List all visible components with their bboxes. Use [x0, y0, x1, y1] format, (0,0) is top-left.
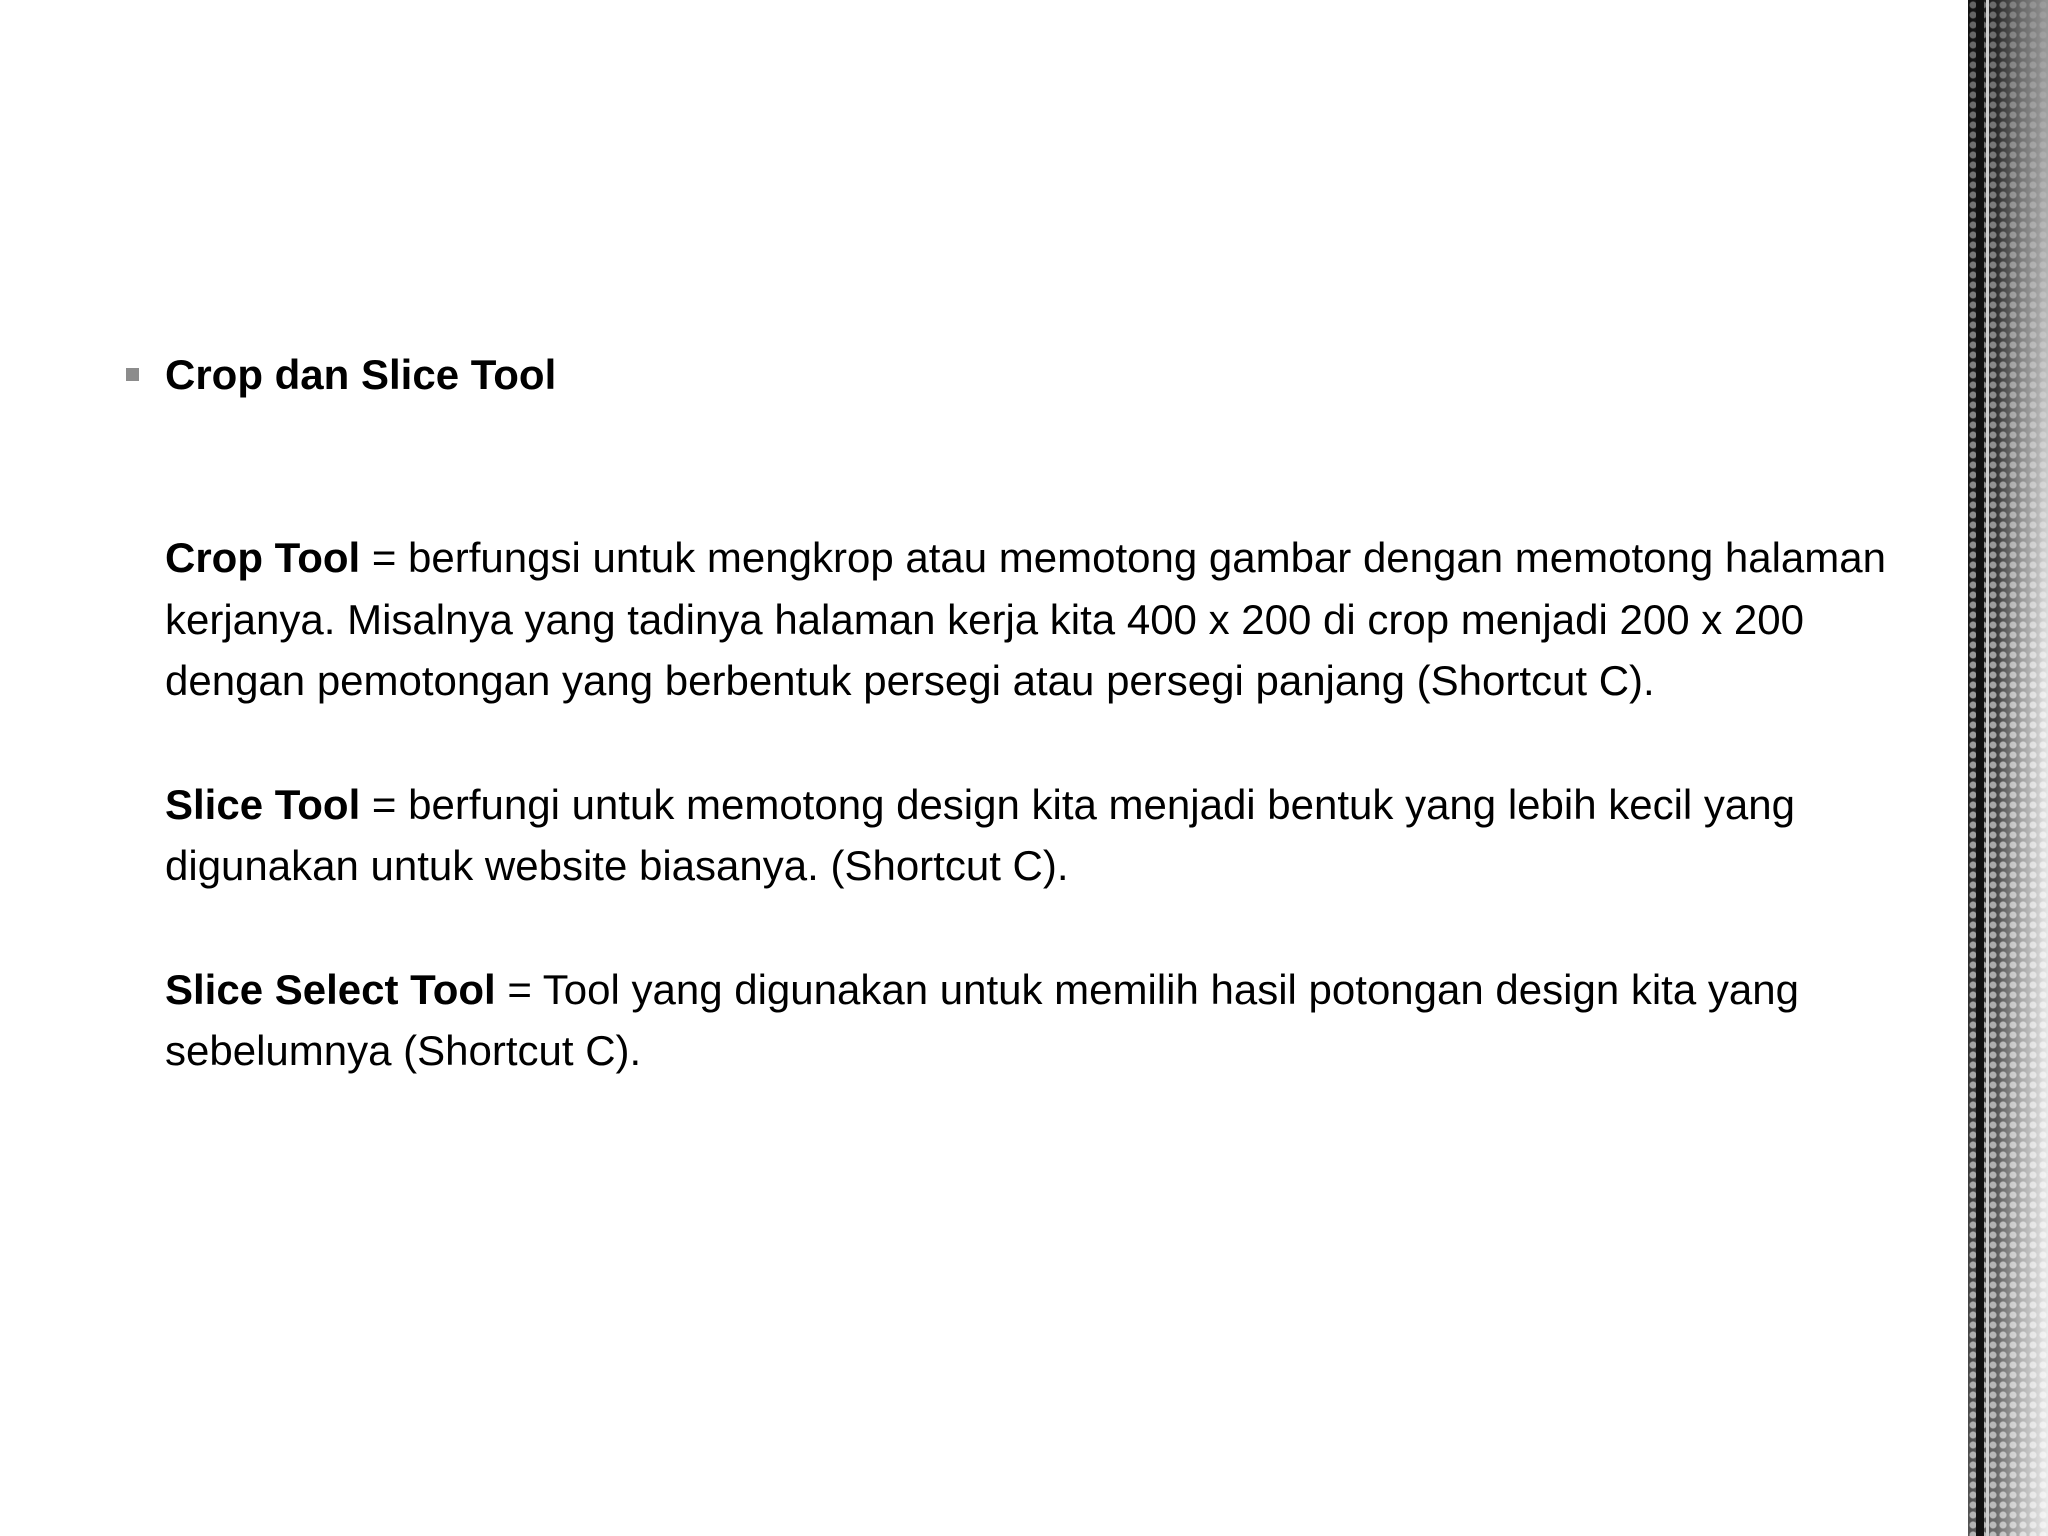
term-crop-tool: Crop Tool	[165, 534, 361, 581]
square-bullet-icon	[126, 368, 139, 381]
definition-crop-tool	[165, 527, 1905, 712]
description-slice-select-tool: = Tool yang digunakan untuk memilih hasil potongan design kita yang sebelumnya (Shortcut C).	[165, 965, 1799, 1074]
slide-heading: Crop dan Slice Tool	[165, 351, 557, 398]
description-slice-tool: = berfungi untuk memotong design kita menjadi bentuk yang lebih kecil yang digunakan untuk website biasanya. (Shortcut C).	[165, 780, 1795, 889]
term-slice-tool: Slice Tool	[165, 780, 361, 828]
description-crop-tool: = berfungsi untuk mengkrop atau memotong gambar dengan memotong halaman kerjanya. Misalnya yang tadinya halaman kerja kita 400 x 200 di crop menjadi 200 x 200 dengan pemotongan yang berbentuk persegi atau persegi panjang (Shortcut C).	[165, 534, 1886, 704]
definition-slice-select-tool	[165, 959, 1905, 1082]
edge-line-dark	[1976, 0, 1984, 1536]
edge-line-light	[1986, 0, 1989, 1536]
term-slice-select-tool: Slice Select Tool	[165, 965, 496, 1013]
slide-content	[126, 340, 1906, 1124]
bullet-heading-row	[126, 340, 1906, 410]
definition-slice-tool	[165, 774, 1905, 897]
